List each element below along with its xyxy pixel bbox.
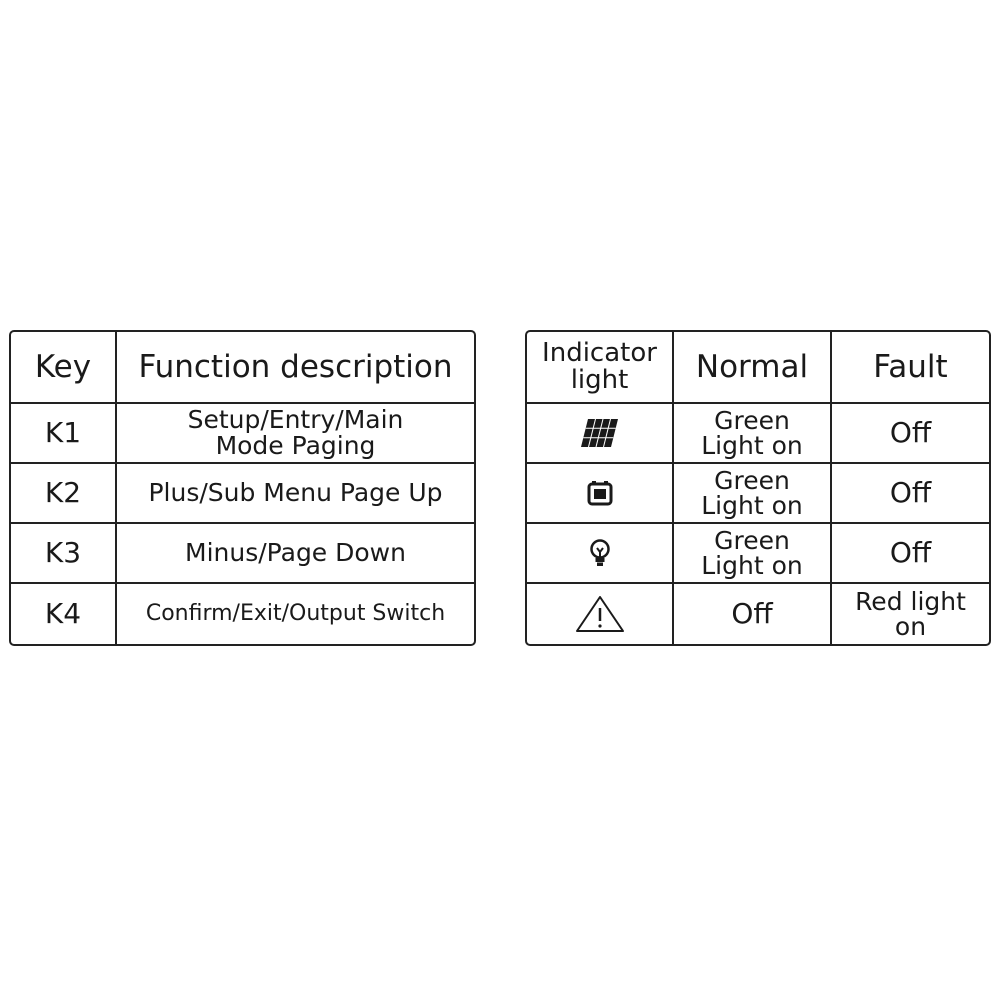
key-k2: K2 bbox=[11, 464, 117, 524]
key-k4: K4 bbox=[11, 584, 117, 644]
light-bulb-icon bbox=[589, 539, 611, 567]
function-k1: Setup/Entry/Main Mode Paging bbox=[117, 404, 474, 464]
key-k1: K1 bbox=[11, 404, 117, 464]
indicator-warning bbox=[527, 584, 674, 644]
fault-warning: Red light on bbox=[855, 586, 966, 641]
battery-icon bbox=[587, 480, 613, 506]
normal-battery: Green Light on bbox=[674, 464, 832, 524]
fault-header: Fault bbox=[832, 332, 989, 404]
indicator-light-table bbox=[525, 330, 991, 646]
indicator-light-bulb bbox=[527, 524, 674, 584]
fault-light-bulb: Off bbox=[832, 524, 989, 584]
fault-battery: Off bbox=[832, 464, 989, 524]
fault-solar-panel: Off bbox=[832, 404, 989, 464]
normal-warning: Off bbox=[674, 584, 832, 644]
key-header: Key bbox=[11, 332, 117, 404]
normal-light-bulb: Green Light on bbox=[674, 524, 832, 584]
key-k3: K3 bbox=[11, 524, 117, 584]
function-header: Function description bbox=[117, 332, 474, 404]
key-function-table bbox=[9, 330, 476, 646]
indicator-solar-panel bbox=[527, 404, 674, 464]
indicator-battery bbox=[527, 464, 674, 524]
function-k3: Minus/Page Down bbox=[117, 524, 474, 584]
warning-triangle-icon bbox=[574, 594, 626, 634]
solar-panel-icon bbox=[580, 418, 620, 448]
normal-header: Normal bbox=[674, 332, 832, 404]
function-k4: Confirm/Exit/Output Switch bbox=[145, 601, 446, 627]
indicator-header: Indicator light bbox=[527, 332, 674, 404]
normal-solar-panel: Green Light on bbox=[674, 404, 832, 464]
function-k2: Plus/Sub Menu Page Up bbox=[117, 464, 474, 524]
